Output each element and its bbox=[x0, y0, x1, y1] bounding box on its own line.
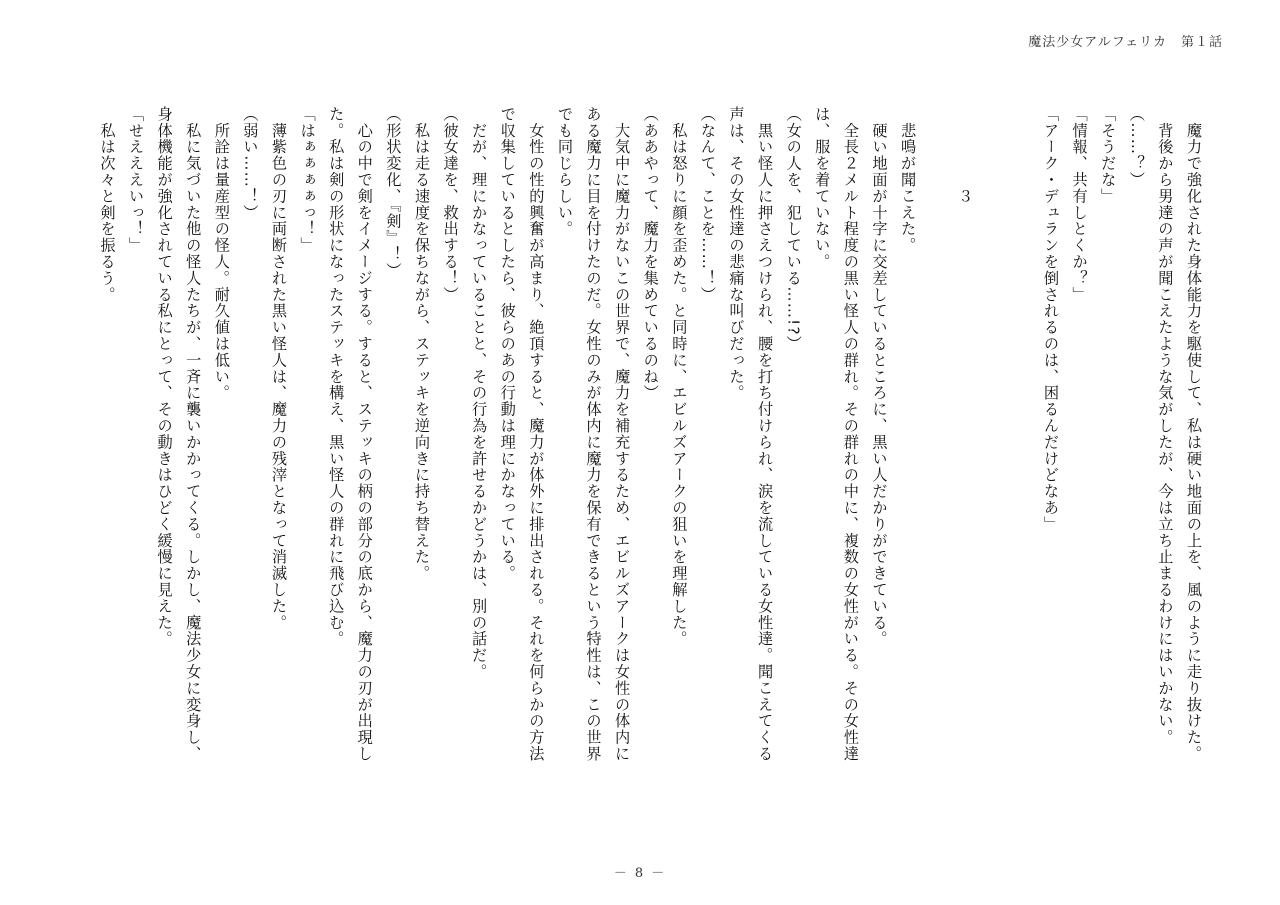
text-line: 全長２メルト程度の黒い怪人の群れ。その群れの中に、複数の女性がいる。その女性達 bbox=[841, 106, 860, 762]
text-line: 私に気づいた他の怪人たちが、一斉に襲いかかってくる。しかし、魔法少女に変身し、 bbox=[184, 106, 203, 762]
text-line: ある魔力に目を付けたのだ。女性のみが体内に魔力を保有できるという特性は、この世界 bbox=[584, 106, 603, 762]
blank-line bbox=[922, 106, 951, 826]
text-line: 所詮は量産型の怪人。耐久値は低い。 bbox=[212, 106, 231, 402]
text-line: 「アーク・デュランを倒されるのは、困るんだけどなあ」 bbox=[1042, 106, 1061, 533]
text-line: 「はぁぁぁぁっ！」 bbox=[298, 106, 317, 254]
text-line: （形状変化、『剣』！） bbox=[384, 106, 403, 279]
text-line: （ああやって、魔力を集めているのね） bbox=[641, 106, 660, 402]
text-line: 薄紫色の刃に両断された黒い怪人は、魔力の残滓となって消滅した。 bbox=[270, 106, 288, 631]
text-line: た。私は剣の形状になったステッキを構え、黒い怪人の群れに飛び込む。 bbox=[327, 106, 346, 648]
text-line: 「情報、共有しとくか？」 bbox=[1070, 106, 1089, 303]
text-line: 「そうだな」 bbox=[1099, 106, 1118, 205]
text-line: 大気中に魔力がないこの世界で、魔力を補充するため、エビルズアークは女性の体内に bbox=[613, 106, 632, 762]
text-line: （女の人を、犯している……!?） bbox=[784, 106, 803, 353]
text-line: 黒い怪人に押さえつけられ、腰を打ち付けられ、涙を流している女性達。聞こえてくる bbox=[756, 106, 775, 762]
text-line: 心の中で剣をイメージする。すると、ステッキの柄の部分の底から、魔力の刃が出現し bbox=[355, 106, 374, 762]
text-line: 声は、その女性達の悲痛な叫びだった。 bbox=[727, 106, 746, 402]
text-line: は、服を着ていない。 bbox=[813, 106, 832, 270]
text-line: （弱い……！） bbox=[241, 106, 260, 221]
text-line: 身体機能が強化されている私にとって、その動きはひどく緩慢に見えた。 bbox=[155, 106, 174, 648]
text-line: （彼女達を、救出する！） bbox=[441, 106, 460, 303]
blank-line bbox=[1008, 106, 1037, 826]
text-line: 女性の性的興奮が高まり、絶頂すると、魔力が体外に排出される。それを何らかの方法 bbox=[527, 106, 546, 762]
text-line: （……？） bbox=[1127, 106, 1146, 188]
text-line: でも同じらしい。 bbox=[555, 106, 574, 238]
vertical-body-text bbox=[68, 106, 1208, 826]
text-line: 私は怒りに顔を歪めた。と同時に、エビルズアークの狙いを理解した。 bbox=[670, 106, 689, 648]
running-header: 魔法少女アルフェリカ 第１話 bbox=[1028, 35, 1223, 50]
blank-line bbox=[979, 106, 1008, 826]
text-line: だが、理にかなっていることと、その行為を許せるかどうかは、別の話だ。 bbox=[470, 106, 489, 680]
text-line: 私は次々と剣を振るう。 bbox=[98, 106, 117, 303]
text-line: （なんて、ことを……！） bbox=[698, 106, 717, 303]
text-line: 背後から男達の声が聞こえたような気がしたが、今は立ち止まるわけにはいかない。 bbox=[1156, 106, 1175, 746]
text-line: 硬い地面が十字に交差しているところに、黒い人だかりができている。 bbox=[870, 106, 889, 648]
text-line: で収集しているとしたら、彼らのあの行動は理にかなっている。 bbox=[498, 106, 517, 582]
text-line: 魔力で強化された身体能力を駆使して、私は硬い地面の上を、風のように走り抜けた。 bbox=[1185, 106, 1203, 762]
text-line: 悲鳴が聞こえた。 bbox=[899, 106, 918, 254]
text-line: 「せえええいっ！」 bbox=[127, 106, 146, 254]
section-number: ３ bbox=[956, 188, 975, 205]
page-number: － 8 － bbox=[613, 866, 667, 881]
text-line: 私は走る速度を保ちながら、ステッキを逆向きに持ち替えた。 bbox=[412, 106, 431, 582]
